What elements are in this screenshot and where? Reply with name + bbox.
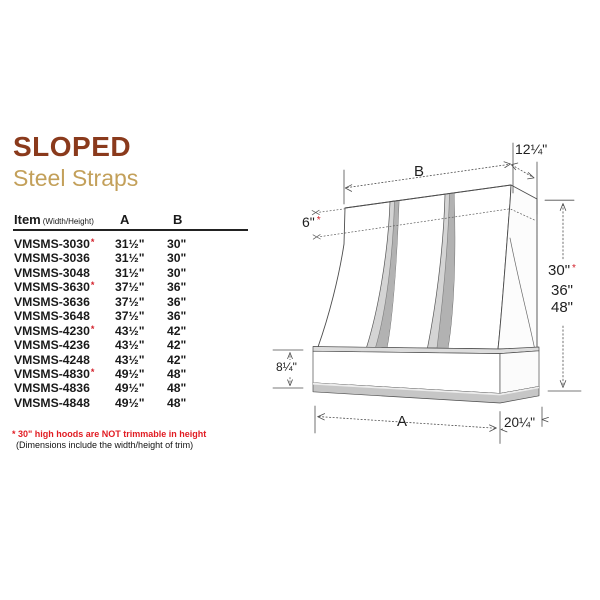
model-number: VMSMS-4230* xyxy=(14,323,95,338)
table-row xyxy=(14,338,248,352)
table-row xyxy=(14,280,248,294)
column-a-header: A xyxy=(120,212,130,227)
table-row xyxy=(14,324,248,338)
footnote-trim-warning: * 30" high hoods are NOT trimmable in height xyxy=(12,429,207,439)
width-a-value: 49½" xyxy=(115,366,145,381)
model-number: VMSMS-4830* xyxy=(14,366,95,381)
dim-band-label: 6" * xyxy=(302,214,321,230)
width-a-value: 43½" xyxy=(115,323,145,338)
height-option: 36" xyxy=(550,281,573,299)
item-note: (Width/Height) xyxy=(42,217,94,226)
item-label: Item xyxy=(14,212,41,227)
height-b-value: 42" xyxy=(167,338,187,353)
model-number: VMSMS-4836 xyxy=(14,381,90,396)
dim-b-label: B xyxy=(414,163,425,180)
dim-base-height-label: 8¼" xyxy=(276,360,297,374)
not-trimmable-asterisk: * xyxy=(90,280,95,291)
table-row xyxy=(14,251,248,265)
not-trimmable-asterisk: * xyxy=(90,323,95,334)
table-header-rule xyxy=(13,229,248,231)
table-row xyxy=(14,295,248,309)
table-row xyxy=(14,381,248,395)
dim-a-lines xyxy=(315,406,500,444)
footnote-dimensions-note: (Dimensions include the width/height of trim) xyxy=(16,440,194,450)
width-a-value: 31½" xyxy=(115,251,145,266)
width-a-value: 49½" xyxy=(115,381,145,396)
height-b-value: 48" xyxy=(167,366,187,381)
table-row xyxy=(14,396,248,410)
height-b-value: 36" xyxy=(167,309,187,324)
height-b-value: 42" xyxy=(167,352,187,367)
not-trimmable-asterisk: * xyxy=(90,237,95,247)
table-row xyxy=(14,353,248,367)
height-b-value: 42" xyxy=(167,323,187,338)
height-b-value: 36" xyxy=(167,280,187,295)
height-option: 48" xyxy=(550,299,573,316)
model-number: VMSMS-4848 xyxy=(14,395,90,410)
dim-height-labels xyxy=(544,262,580,317)
height-asterisk: * xyxy=(572,263,576,274)
model-number: VMSMS-3030* xyxy=(14,237,95,251)
model-table xyxy=(14,237,248,410)
column-item-header xyxy=(14,211,114,229)
model-number: VMSMS-3036 xyxy=(14,251,90,266)
height-b-value: 30" xyxy=(167,265,187,280)
height-option: 30" * xyxy=(548,262,576,279)
width-a-value: 43½" xyxy=(115,352,145,367)
model-number: VMSMS-3048 xyxy=(14,265,90,280)
width-a-value: 31½" xyxy=(115,265,145,280)
table-header xyxy=(14,211,248,229)
column-b-header: B xyxy=(173,212,183,227)
model-number: VMSMS-3636 xyxy=(14,294,90,309)
model-number: VMSMS-3648 xyxy=(14,309,90,324)
dim-top-depth-label: 12¼" xyxy=(515,141,548,157)
page-title: SLOPED xyxy=(13,131,132,162)
dim-band-asterisk: * xyxy=(316,215,321,226)
dim-base-depth-label: 20¼" xyxy=(504,415,536,430)
width-a-value: 37½" xyxy=(115,280,145,295)
model-number: VMSMS-3630* xyxy=(14,280,95,295)
height-b-value: 30" xyxy=(167,237,187,251)
width-a-value: 31½" xyxy=(115,237,145,251)
table-row xyxy=(14,309,248,323)
height-b-value: 48" xyxy=(167,395,187,410)
height-b-value: 48" xyxy=(167,381,187,396)
width-a-value: 37½" xyxy=(115,309,145,324)
model-number: VMSMS-4236 xyxy=(14,338,90,353)
dim-a-label: A xyxy=(397,413,408,430)
hood-base xyxy=(313,347,539,404)
not-trimmable-asterisk: * xyxy=(90,366,95,377)
table-row xyxy=(14,237,248,251)
table-row xyxy=(14,367,248,381)
width-a-value: 49½" xyxy=(115,395,145,410)
width-a-value: 37½" xyxy=(115,294,145,309)
model-number: VMSMS-4248 xyxy=(14,352,90,367)
page-subtitle: Steel Straps xyxy=(13,165,139,191)
height-b-value: 30" xyxy=(167,251,187,266)
table-row xyxy=(14,266,248,280)
height-b-value: 36" xyxy=(167,294,187,309)
width-a-value: 43½" xyxy=(115,338,145,353)
